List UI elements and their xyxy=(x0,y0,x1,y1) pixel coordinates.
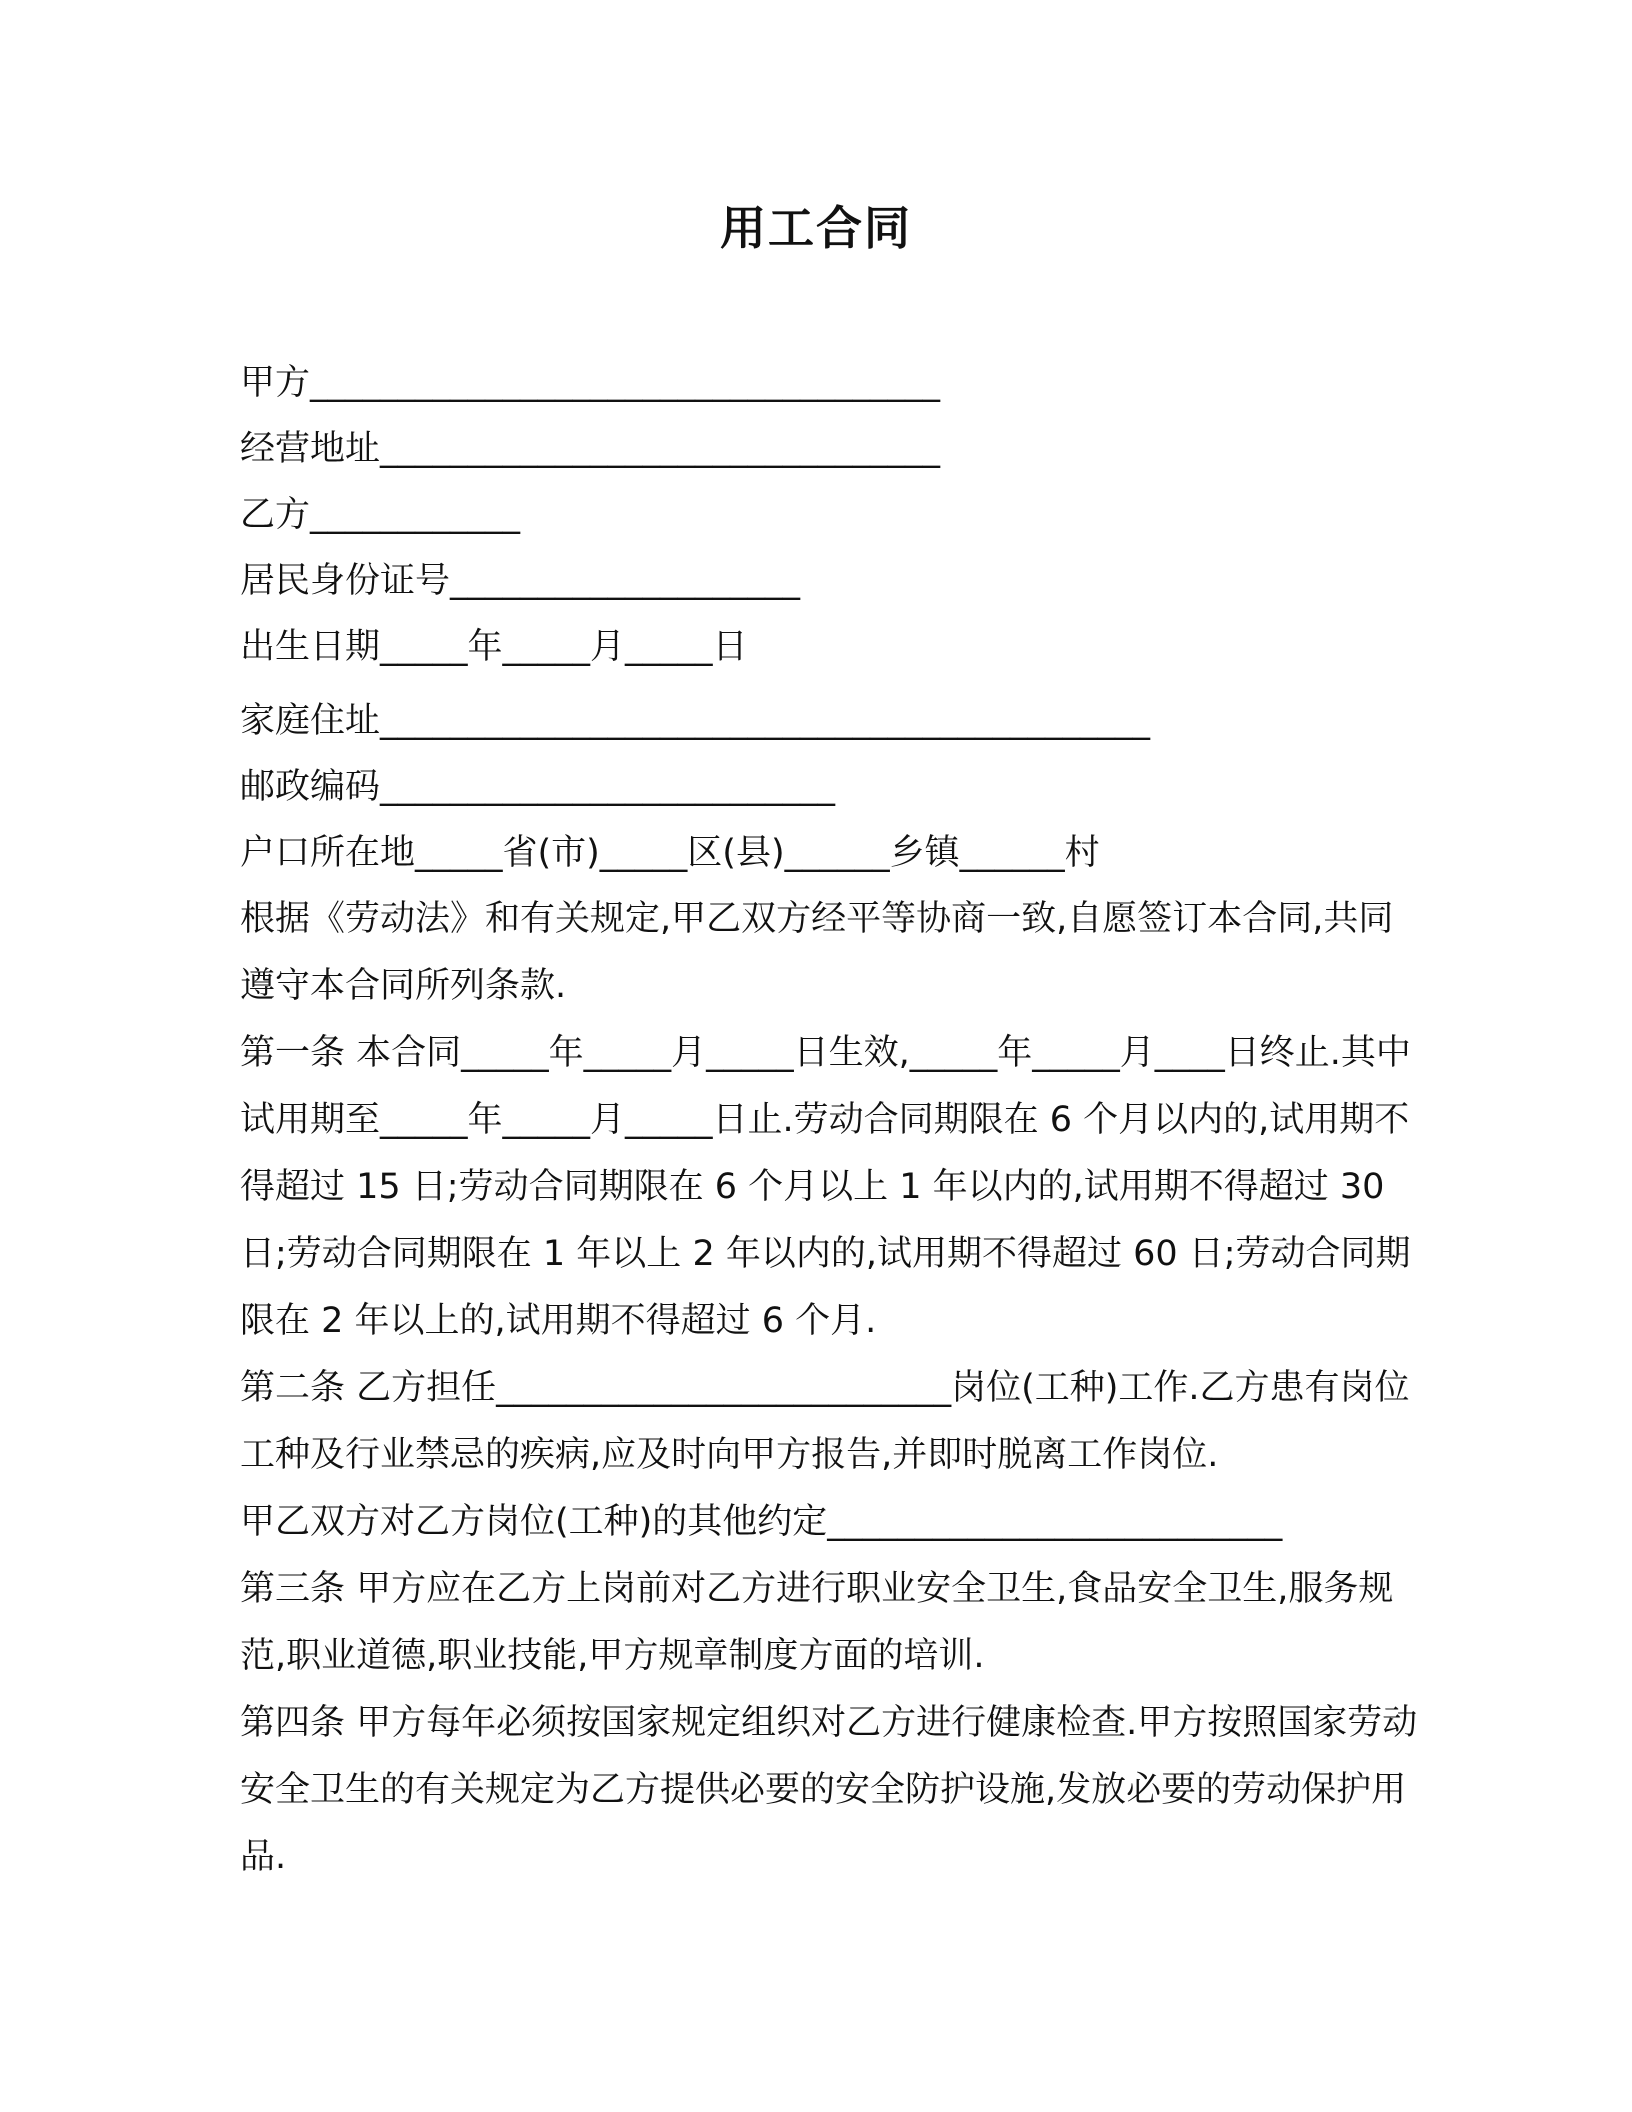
field-birth-date: 出生日期_____年_____月_____日 xyxy=(240,627,748,667)
document-body xyxy=(240,350,1420,1891)
paragraph-article-4: 第四条 甲方每年必须按国家规定组织对乙方进行健康检查.甲方按照国家劳动安全卫生的有关规定为乙方提供必要的安全防护设施,发放必要的劳动保护用品. xyxy=(240,1703,1418,1877)
spacer xyxy=(240,680,1420,688)
field-business-address: 经营地址________________________________ xyxy=(240,429,941,469)
paragraph-article-1: 第一条 本合同_____年_____月_____日生效,_____年_____月____日终止.其中试用期至_____年_____月_____日止.劳动合同期限在 6 个月以内的,试用期不得超过 15 日;劳动合同期限在 6 个月以上 1 年以内的,试用期不得超过 30 日;劳动合同期限在 1 年以上 2 年以内的,试用期不得超过 60 日;劳动合同期限在 2 年以上的,试用期不得超过 6 个月. xyxy=(240,1033,1411,1341)
field-party-a: 甲方____________________________________ xyxy=(240,363,941,403)
field-party-b: 乙方____________ xyxy=(240,495,521,535)
field-id-number: 居民身份证号____________________ xyxy=(240,561,801,601)
paragraph-other-agreement: 甲乙双方对乙方岗位(工种)的其他约定__________________________ xyxy=(240,1502,1283,1542)
field-home-address: 家庭住址____________________________________________ xyxy=(240,701,1151,741)
paragraph-preamble: 根据《劳动法》和有关规定,甲乙双方经平等协商一致,自愿签订本合同,共同遵守本合同所列条款. xyxy=(240,899,1394,1006)
field-postal-code: 邮政编码__________________________ xyxy=(240,767,836,807)
paragraph-article-3: 第三条 甲方应在乙方上岗前对乙方进行职业安全卫生,食品安全卫生,服务规范,职业道德,职业技能,甲方规章制度方面的培训. xyxy=(240,1569,1394,1676)
document-title: 用工合同 xyxy=(720,201,912,255)
paragraph-article-2: 第二条 乙方担任__________________________岗位(工种)工作.乙方患有岗位工种及行业禁忌的疾病,应及时向甲方报告,并即时脱离工作岗位. xyxy=(240,1368,1410,1475)
field-household-registration: 户口所在地_____省(市)_____区(县)______乡镇______村 xyxy=(240,833,1100,873)
